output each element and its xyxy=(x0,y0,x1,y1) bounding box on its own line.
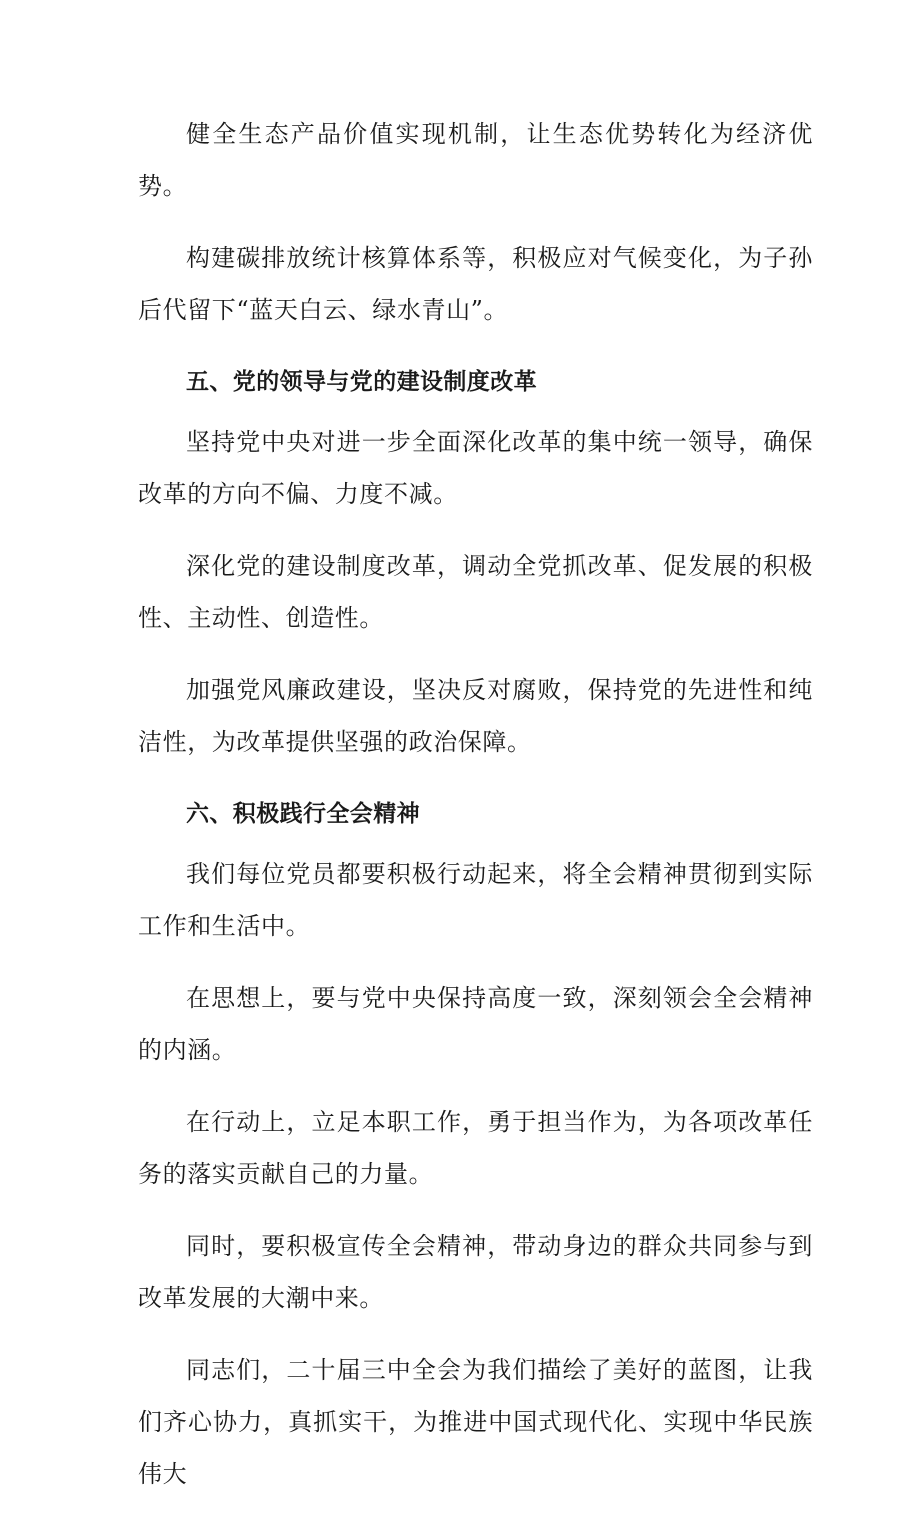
paragraph: 深化党的建设制度改革，调动全党抓改革、促发展的积极性、主动性、创造性。 xyxy=(138,552,813,632)
paragraph: 加强党风廉政建设，坚决反对腐败，保持党的先进性和纯洁性，为改革提供坚强的政治保障。 xyxy=(138,676,813,756)
paragraph: 我们每位党员都要积极行动起来，将全会精神贯彻到实际工作和生活中。 xyxy=(138,860,813,940)
document-page xyxy=(138,108,813,1520)
section-heading: 六、积极践行全会精神 xyxy=(186,801,420,827)
paragraph: 同志们，二十届三中全会为我们描绘了美好的蓝图，让我们齐心协力，真抓实干，为推进中国式现代化、实现中华民族伟大 xyxy=(138,1356,813,1488)
paragraph: 坚持党中央对进一步全面深化改革的集中统一领导，确保改革的方向不偏、力度不减。 xyxy=(138,428,813,508)
paragraph: 在行动上，立足本职工作，勇于担当作为，为各项改革任务的落实贡献自己的力量。 xyxy=(138,1108,813,1188)
paragraph: 构建碳排放统计核算体系等，积极应对气候变化，为子孙后代留下“蓝天白云、绿水青山”。 xyxy=(138,244,813,324)
section-heading: 五、党的领导与党的建设制度改革 xyxy=(186,369,537,395)
paragraph: 同时，要积极宣传全会精神，带动身边的群众共同参与到改革发展的大潮中来。 xyxy=(138,1232,813,1312)
paragraph: 在思想上，要与党中央保持高度一致，深刻领会全会精神的内涵。 xyxy=(138,984,813,1064)
paragraph: 健全生态产品价值实现机制，让生态优势转化为经济优势。 xyxy=(138,120,813,200)
